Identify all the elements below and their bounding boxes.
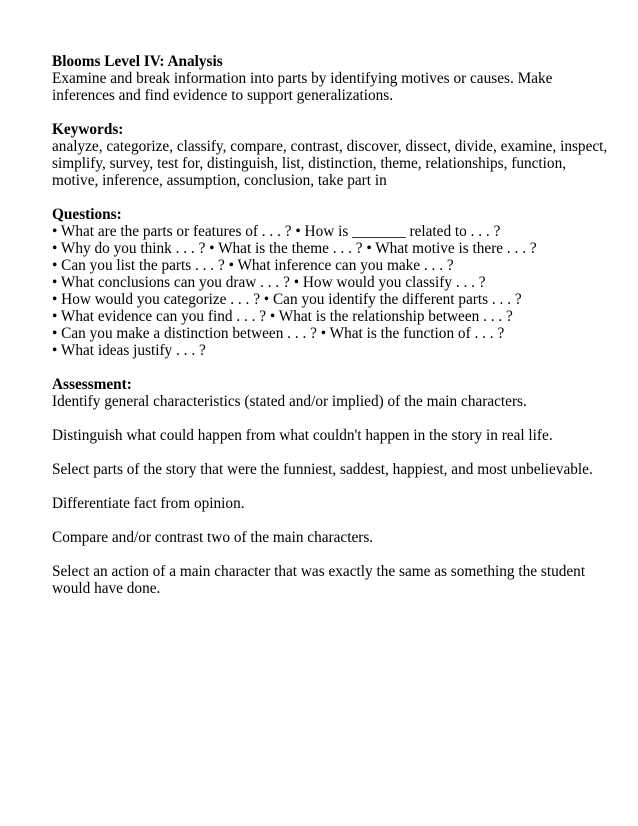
question-item: • What ideas justify . . . ? <box>52 342 206 359</box>
assessment-heading: Assessment: <box>52 376 132 393</box>
question-item: • How would you categorize . . . ? • Can you identify the different parts . . . ? <box>52 291 522 308</box>
keywords-section <box>52 121 612 189</box>
level-heading: Blooms Level IV: Analysis <box>52 53 223 70</box>
assessment-item: Identify general characteristics (stated and/or implied) of the main characters. <box>52 393 527 410</box>
level-description: Examine and break information into parts by identifying motives or causes. Make inferences and find evidence to support generalizations. <box>52 70 553 104</box>
assessment-item: Differentiate fact from opinion. <box>52 495 245 512</box>
questions-list <box>52 223 612 359</box>
document-page <box>52 53 612 614</box>
assessment-item: Distinguish what could happen from what couldn't happen in the story in real life. <box>52 427 553 444</box>
question-item: • Can you list the parts . . . ? • What inference can you make . . . ? <box>52 257 454 274</box>
question-item: • Why do you think . . . ? • What is the theme . . . ? • What motive is there . . . ? <box>52 240 537 257</box>
question-item: • What conclusions can you draw . . . ? • How would you classify . . . ? <box>52 274 486 291</box>
assessment-item: Select parts of the story that were the funniest, saddest, happiest, and most unbelievable. <box>52 461 593 478</box>
level-section <box>52 53 612 104</box>
question-item: • Can you make a distinction between . . . ? • What is the function of . . . ? <box>52 325 505 342</box>
questions-heading: Questions: <box>52 206 122 223</box>
assessment-section <box>52 376 612 597</box>
keywords-heading: Keywords: <box>52 121 124 138</box>
question-item: • What are the parts or features of . . . ? • How is _______ related to . . . ? <box>52 223 501 240</box>
question-item: • What evidence can you find . . . ? • What is the relationship between . . . ? <box>52 308 513 325</box>
keywords-text: analyze, categorize, classify, compare, contrast, discover, dissect, divide, examine, inspect, simplify, survey, test for, distinguish, list, distinction, theme, relationships, function, motive, inference, assumption, conclusion, take part in <box>52 138 608 189</box>
assessment-item: Select an action of a main character that was exactly the same as something the student would have done. <box>52 563 586 597</box>
assessment-item: Compare and/or contrast two of the main characters. <box>52 529 374 546</box>
questions-section <box>52 206 612 359</box>
